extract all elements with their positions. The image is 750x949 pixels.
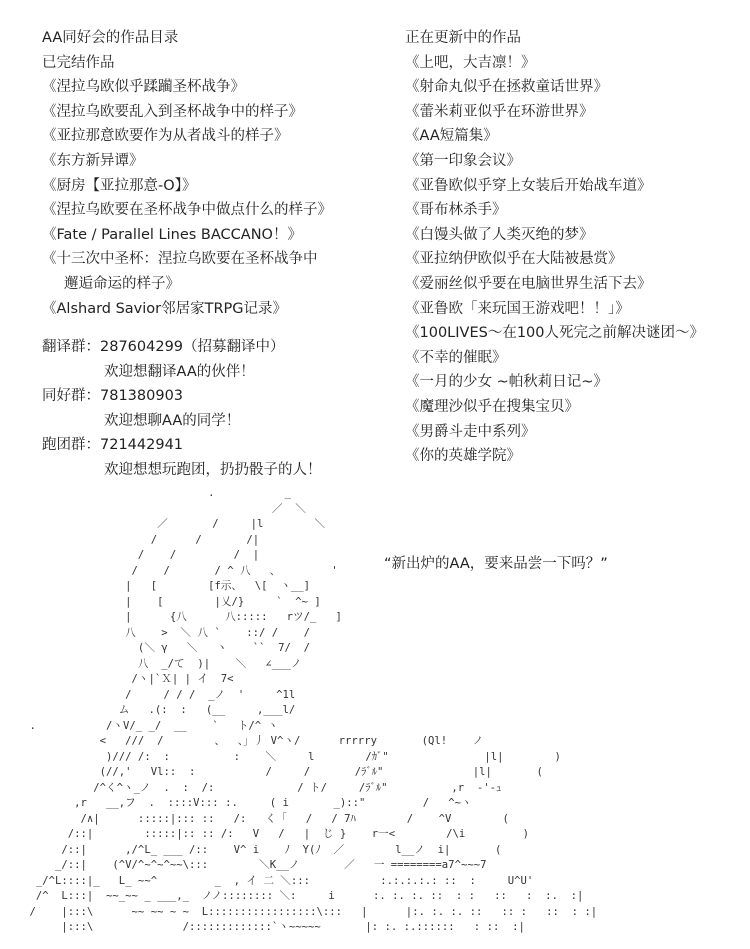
ascii-art-illustration: . _ ／ ＼ ／ / |l ＼ / / /| / / / | / / / ^ 八 、 ' | [ [f示、 \[ ヽ__] | [ |乂/} ` ^~ ] | {八 八::::: rツ/_ ] 八 > ＼ 八 ` ::/ / / (＼ γ ＼ ヽ `` 7/ / 八 _/て )| ＼ ∠___ノ /ヽ|`Ｘ| | イ 7< / / / / _ノ ' ^1l ム .(: : (__ ,___l/ . /ヽV/_ _/ __ ` ト/^ ヽ < /// / 、 、」丿 V^ヽ/ rrrrry (Ql! ノ )/// /: : : ＼ l /ｶﾞ" |l| ) (//,' Vl:: : / / /ﾗﾞﾙ" |l| ( /^く^ヽ_ノ . : /: / ト/ /ﾗﾞﾙ" ,r -'-ｭ ,r __,フ . ::::V::: :. ( i _)::" / ^~ヽ /∧| :::::|::: :: /: く「 / / 7ﾊ / ^V ( /::| :::::|:: :: /: V / | じ } r一< /\i ) /::| ,/^L_ ___ /:: V^ i ﾉ Y(ﾉ ／ l__ノ i| ( _/::| (^V/^~^~^~~\::: ＼K__ノ ／ 一 ========a7^~~~7 _/^L::::|_ L_ ~~^ _ , イ 二 ＼::: :.:.:.:.: :: : U^U' /^ L:::| ~~_~~ _ ___,_ ノノ:::::::: ＼: i :. :. :. :: : : :: : :. :| / |:::\ ~~ ~~ ~ ~ L:::::::::::::::::\::: | |:. :. :. :: :: : :: : :| |:::\ /:::::::::::::`ヽ~~~~~ |: :. :.:::::: : :: :|	[29, 487, 598, 933]
group-info	[42, 335, 322, 483]
group-number: 287604299（招募翻译中）	[100, 339, 285, 355]
group-note: 欢迎想翻译AA的伙伴！	[104, 363, 255, 380]
ongoing-work-item: 《不幸的催眠》	[405, 349, 507, 366]
completed-works-column	[42, 26, 382, 321]
ongoing-work-item: 《亚鲁欧似乎穿上女装后开始战车道》	[405, 177, 652, 194]
ongoing-work-item: 《男爵斗走中系列》	[405, 423, 536, 440]
group-note: 欢迎想想玩跑团，扔扔骰子的人！	[104, 461, 322, 478]
speech-text: “新出炉的AA，要来品尝一下吗？”	[384, 556, 608, 572]
ongoing-work-item: 《白馒头做了人类灭绝的梦》	[405, 226, 594, 243]
completed-work-item: 《Alshard Savior邻居家TRPG记录》	[42, 300, 288, 317]
ongoing-work-item: 《亚鲁欧「来玩国王游戏吧！！」》	[405, 300, 630, 317]
ongoing-work-item: 《哥布林杀手》	[405, 202, 507, 219]
ongoing-works-column	[405, 26, 745, 469]
ongoing-work-item: 《上吧，大吉凛！》	[405, 54, 536, 71]
ongoing-work-item: 《蕾米莉亚似乎在环游世界》	[405, 103, 594, 120]
fan-group	[42, 384, 322, 409]
completed-work-item: 《涅拉乌欧要在圣杯战争中做点什么的样子》	[42, 202, 332, 219]
group-label: 翻译群：	[42, 339, 100, 355]
completed-work-item: 《东方新异谭》	[42, 152, 144, 169]
ongoing-work-item: 《魔理沙似乎在搜集宝贝》	[405, 398, 579, 415]
group-label: 同好群：	[42, 388, 100, 405]
completed-work-item-continued: 邂逅命运的样子》	[64, 275, 180, 292]
ongoing-work-item: 《一月的少女 ~帕秋莉日记~》	[405, 374, 608, 391]
group-label: 跑团群：	[42, 437, 100, 454]
ongoing-work-item: 《第一印象会议》	[405, 152, 521, 169]
trpg-group	[42, 433, 322, 458]
catalog-title: AA同好会的作品目录	[42, 30, 179, 46]
group-number: 721442941	[100, 437, 184, 454]
completed-work-item: 《十三次中圣杯：涅拉乌欧要在圣杯战争中	[42, 251, 318, 268]
ongoing-work-item: 《爱丽丝似乎要在电脑世界生活下去》	[405, 275, 652, 292]
group-note: 欢迎想聊AA的同学！	[104, 412, 241, 429]
ongoing-work-item: 《100LIVES～在100人死完之前解决谜团～》	[405, 325, 704, 342]
completed-work-item: 《涅拉乌欧要乱入到圣杯战争中的样子》	[42, 103, 303, 120]
group-number: 781380903	[100, 388, 184, 405]
ongoing-work-item: 《你的英雄学院》	[405, 448, 521, 465]
completed-heading: 已完结作品	[42, 54, 115, 71]
ongoing-work-item: 《AA短篇集》	[405, 128, 498, 145]
ongoing-heading: 正在更新中的作品	[405, 30, 521, 46]
completed-work-item: 《厨房【亚拉那意-O】》	[42, 177, 197, 194]
completed-work-item: 《亚拉那意欧要作为从者战斗的样子》	[42, 128, 289, 145]
completed-work-item: 《涅拉乌欧似乎蹂躏圣杯战争》	[42, 79, 245, 96]
translation-group	[42, 335, 322, 360]
completed-work-item: 《Fate / Parallel Lines BACCANO！》	[42, 226, 302, 243]
ongoing-work-item: 《亚拉纳伊欧似乎在大陆被悬赏》	[405, 251, 623, 268]
ongoing-work-item: 《射命丸似乎在拯救童话世界》	[405, 79, 608, 96]
